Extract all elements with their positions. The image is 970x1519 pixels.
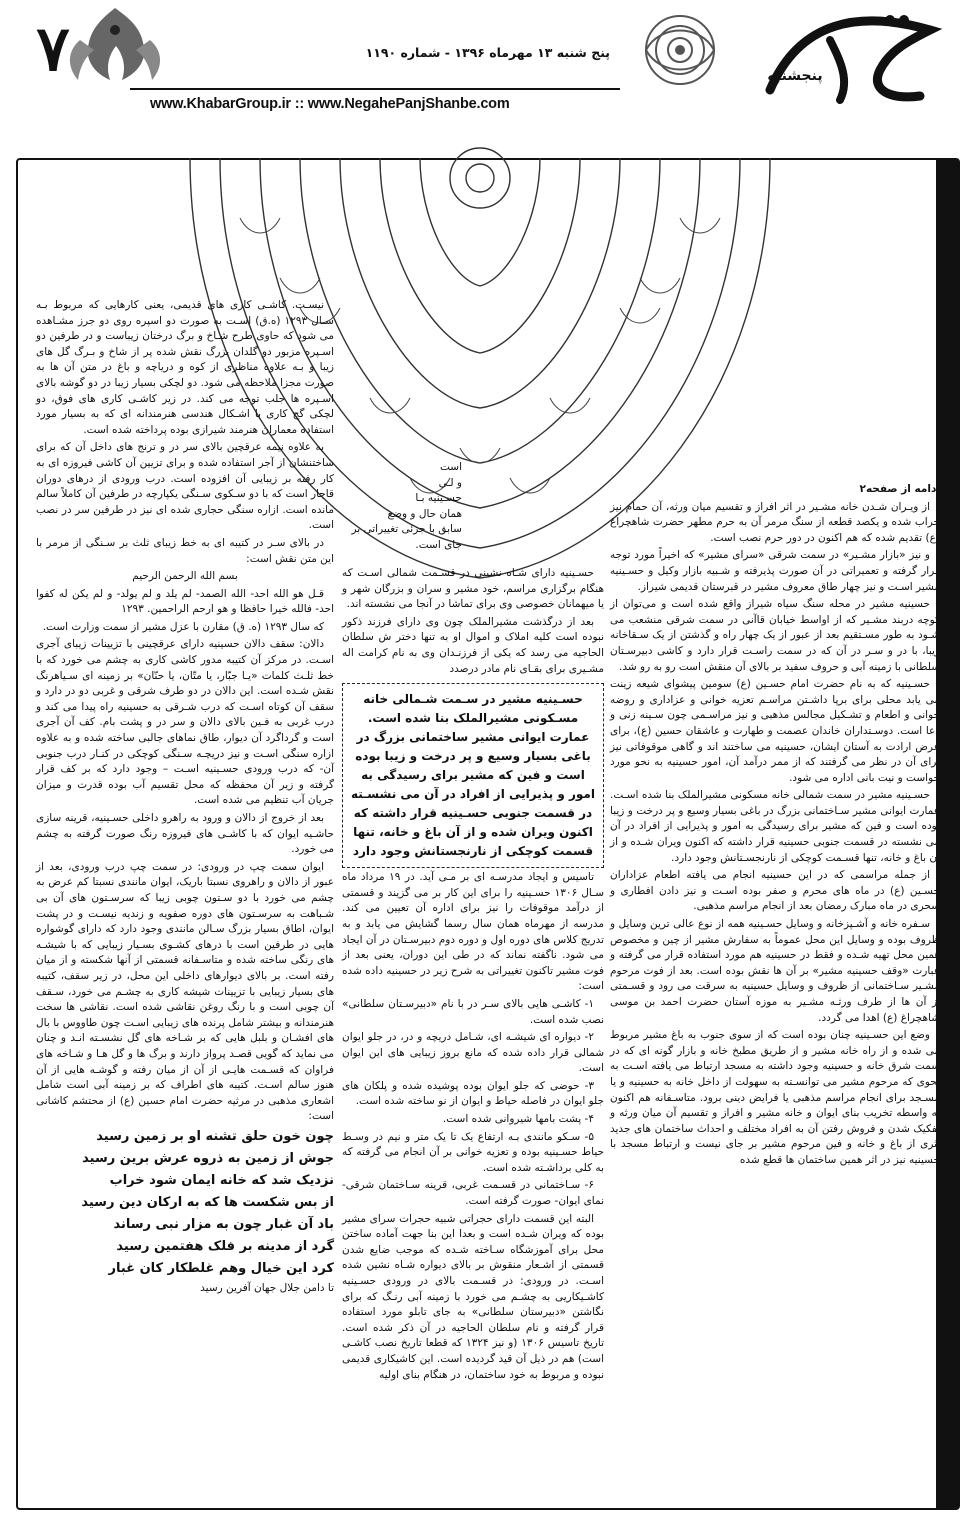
fragment-line: جای است. xyxy=(415,538,462,551)
phoenix-ornament-icon xyxy=(60,0,170,92)
fragment-line: همان حال و وضع xyxy=(387,507,462,520)
paragraph: سـفره خانه و آشـپزخانه و وسایل حسـینیه همه از نوع عالی ترین وسایل و ظروف بوده و وسایل این محل عموماً به سفارش مشیر از چین و مخصوص همین محل تهیه شـده و فقط در حسینیه هم مورد استفاده قرار می گرفته و عبارت «وقف حسینیه مشیر» بر آن ها نقش بوده است. بعد از فوت مرحوم مشـیر سـاختمانی از ظروف و وسایل حسینیه به سرقت می رود و قسـمتی از آن ها از طرف ورثـه مشـیر به موزه آستان حضرت احمد بن موسی شاهچراغ (ع) اهدا می گردد. xyxy=(610,918,940,1024)
paragraph: ایوان سمت چپ در ورودی: در سمت چپ درب ورودی، بعد از عبور از دالان و راهروی نسبتا باریک، ایوان مانندی نسبتا کم عرض به چشم می خورد با دو سـتون چوبی زیبا که سرسـتون های آن بی شـباهت به سرسـتون های دوره صفویه و زندیه نیسـت و در پشت ایوان، اطاق بسیار بزرگ سـالن مانندی وجود دارد که دارای گوشواره هایی در طرفین است با درهای کشـوی بسـیار زیبایی که با شیشـه های رنگی ساخته شده و متاسـفانه قسمتی از آنها شکسته و از میان رفته است. بر بالای دیوارهای داخلی این محل، در زیر سقف، کتیبه های بسیار زیبایی با تزیینات شیشه کاری به چشـم می خورد، سـقف آن چوبی است و با رنگ روغن نقاشی شده است. نقاشی ها سخت هنرمندانه و بیشتر شامل پرنده های زیبایی اسـت چون طاووس با بال های افشـان و بلبل هایی که بر شـاخه های گل نشسـته انـد و چنان می نماید که گویی قصـد پرواز دارند و برگ ها و گل هـا و شـاخه های فراوان که قسـمت هایـی از آن از میان رفته و گوشـه هایی از آن هنوز سالم اسـت. کتیبه های اطراف که بر زمینه آبی است شامل اشعاری مذهبی در مرثیه حضرت امام حسین (ع) از محتشم کاشانی است: xyxy=(36,860,334,1123)
poem-line: نزدیک شد که خانه ایمان شود خراب xyxy=(109,1172,334,1188)
paragraph: در بالای سـر در کتیبه ای به خط زیبای ثلث بر سـنگی از مرمر با این متن نقش است: xyxy=(36,536,334,565)
paragraph: از جمله مراسمی که در این حسینیه انجام می یافته اطعام عزاداران حسـین (ع) در ماه های محرم و صفر بوده اسـت و نیز دادن افطاری و سحری در ماه مبارک رمضان بعد از انجام مراسم مذهبی. xyxy=(610,869,940,913)
header-rule xyxy=(130,88,620,90)
paragraph: از ویـران شـدن خانه مشـیر در اثر افراز و تقسیم میان ورثه، آن حمام نیز خراب شده و یکصد قطعه از سنگ مرمر آن به حرم مطهر حضرت شاهچراغ (ع) تقدیم شده که هم اکنون در دور حرم نصب است. xyxy=(610,500,940,544)
paragraph: حسـینیه دارای شـاه نشینی در قسـمت شمالی اسـت که هنگام برگزاری مراسم، خود مشیر و سران و بزرگان شهر و یا میهمانان خصوصی وی برای تماشا در آنجا می نشسته اند. xyxy=(342,567,604,611)
paragraph: حسـینیه که به نام حضرت امام حسـین (ع) سومین پیشوای شیعه زینت می یابد محلی برای برپا داشـتن مراسـم تعزیه خوانی و عزاداری و روضه خوانی و اطعام و تشـکیل مجالس مذهبی و نیز مراسـمی چون سـینه زنی و دعا است. دوسـتداران خاندان عصمت و طهارت و عاشقان حسین (ع)، برای عرض ارادت به آستان ایشان، حسینیه می ساختند اند و گاهی موقوفاتی نیز برای آن در نظر می گرفتند که از ممر درآمد آن، امور حسینیه به نحو مورد خواست و نیت بانی اداره می شود. xyxy=(610,678,940,784)
paragraph: ۱- کاشـی هایی بالای سـر در با نام «دبیرسـتان سلطانی» نصب شده است. xyxy=(342,997,604,1026)
paragraph: به علاوه نیمه عرقچین بالای سر در و ترنج های داخل آن که برای ساختنشان از آجر استفاده شده و برای تزیین آن کاشی فیروزه ای به کار رفته بر زیبایی آن افزوده است. درب ورودی از درهای دوران قاجار است که با دو سـکوی سـنگی یکپارچه در طرفین آن کاملاً سالم مانده است. ازاره سنگی حجاری شده ای نیز در طرفین سر در نصب است. xyxy=(36,441,334,532)
poem-line: باد آن غبار چون به مزار نبی رساند xyxy=(113,1216,334,1232)
header-ornament-icon xyxy=(620,4,740,96)
poem-line: از بس شکست ها که به ارکان دین رسید xyxy=(81,1194,334,1210)
paragraph: دالان: سقف دالان حسینیه دارای عرقچینی با تزیینات زیبای آجری اسـت. در مرکز آن کتیبه مدور کاشی کاری به چشم می خورد که با خط ثلـث کلمات «یـا جبّار، یا متّان، یا حنّان» بر زمینه ای سـیاهرنگ نقش شـده است. این دالان در دو طرف شرقی و غربی دو در دارد و سقف آن کوتاه اسـت که درب شـرقی به حسینیه راه پیدا می کند و درب غربی به فـین بالای دالان و سر در و پشت بام. کف آن آجری است و گرداگرد آن دیوار، طاق نماهای جالبی ساخته شده و به علاوه ازاره سنگی اسـت و نیز دریچـه سـنگی کوچکی در کنـار درب جنوبی آن- که درب ورودی حسـینیه اسـت – وجود دارد که بر کف قرار گرفته و زیر آن محفظه که محل تقسیم آب بوده قدرت و میزان جریان آب تنظیم می شده است. xyxy=(36,638,334,807)
poem-line: کرد این خیال وهم غلطکار کان غبار xyxy=(108,1260,334,1276)
poem-line-end: تا دامن جلال جهان آفرین رسید xyxy=(200,1281,334,1294)
paragraph: بعد از خروج از دالان و ورود به راهرو داخلی حسـینیه، قرینه سازی حاشـیه ایوان که با کاشـی های فیروزه رنگ صورت گرفته به چشم می خورد. xyxy=(36,812,334,856)
fragment-line: سابق با جزئی تغییراتی بر xyxy=(351,523,462,536)
poem-line: چون خون حلق تشنه او بر زمین رسید xyxy=(96,1128,334,1144)
paragraph: حسـینیه مشیر در سمت شمالی خانه مسکونی مشیرالملک بنا شده اسـت. عمارت ایوانی مشیر سـاختمانی بزرگ در باغی بسیار وسیع و پر درخت و زیبا بوده است و فین که مشیر برای رسیدگی به امور و پذیرایی از افراد در آن می نشسته در قسمت جنوبی حسینیه قرار داشته که اکنون ویران شـده و از آن باغ و خانه، تنها قسـمت کوچکی از نارنجسـتانش وجود دارد. xyxy=(610,789,940,864)
paragraph: حسینیه مشیر در محله سنگ سیاه شیراز واقع شده است و می‌توان از کوچه دربند مشـیر که از اواسط خیابان قاآنی در سمت شرقی منشعب می شـود به طور مسـتقیم بعد از عبور از یک چهار راه و گذشتن از یک سـقاخانه زیبا، با در و سـر در آن که در سمت راسـت قرار دارد و کاشی دبیرسـتان سلطانی با زمینه آبی و حروف سفید بر بالای آن منقش است رو به رو شد. xyxy=(610,598,940,673)
page-number: ۷ xyxy=(36,12,70,85)
article-column-left xyxy=(36,298,334,1510)
paragraph: ۳- حوضی که جلو ایوان بوده پوشیده شده و پلکان های جلو ایوان در فاصله حیاط و ایوان از نو ساخته شده است. xyxy=(342,1079,604,1108)
masthead-tagline: پنجشنبه xyxy=(767,68,823,84)
fragment-line: است xyxy=(439,461,462,473)
middle-column-top-fragment xyxy=(342,460,462,570)
paragraph: ۲- دیواره ای شیشـه ای، شـامل دریچه و در، در جلو ایوان شمالی قرار داده شده که مانع بروز زیبایی های این ایوان است. xyxy=(342,1031,604,1075)
paragraph: ۵- سـکو مانندی بـه ارتفاع یک تا یک متر و نیم در وسـط حیاط حسـینیه بوده و تعزیه خوانی بر آن انجام می گرفته که به کلی برداشـته شده است. xyxy=(342,1130,604,1174)
paragraph: قـل هو الله احد- الله الصمد- لم یلد و لم یولد- و لم یکن له کفوا احد- فالله خیرا حافظا و هو ارحم الراحمین. ۱۲۹۳ xyxy=(36,587,334,616)
paragraph: ۶- سـاختمانی در قسـمت غربی، قرینه سـاختمان شرقی- نمای ایوان- صورت گرفته است. xyxy=(342,1179,604,1208)
paragraph: البته این قسمت دارای حجراتی شبیه حجرات سرای مشیر بوده که ویران شـده است و بعدا این بنا جهت آماده ساختن محل برای آموزشگاه سـاخته شـده که موجب ضایع شدن قسمتی از اشـعار منقوش بر بالای دیواره شـاه نشین شده اسـت. در ورودی: در قسـمت بالای در ورودی حسـینیه کاشـیکاریی به چشـم می خورد با زمینه آبی رنـگ که برای نگاشتن «دبیرستان سلطانی» به جای تابلو مورد استفاده قرار گرفته و نام سلطان الحاجیه در آن ذکر شده است. تاریخ تاسیس ۱۳۰۶ (و نیز ۱۳۲۴ که قطعا تاریخ نصب کاشـی است) هم در ذیل آن قید گردیده است. این کاشیکاری قدیمی نبوده و مربوط به خود ساختمان، در هنگام بنای اولیه xyxy=(342,1212,604,1381)
paragraph: نیسـت. کاشـی کاری های قدیمی، یعنی کارهایی که مربوط بـه سـال ۱۲۹۳ (ه.ق) اسـت به صورت دو اسپره روی دو جرز مشـاهده می شود که حاوی طرح شـاخ و برگ درختان زیباست و در طرفین دو اسـپره مزبور دو گلدان بزرگ نقش شده پر از شاخ و بـرگ گل های زیبا و بـه علاوه مناظری از کوه و دریاچه و باغ در متن آن ها به صورت مجزا ملاحظه می شود. دو لچکی بسیار زیبا در دو گوشه بالای اسـپره ها جلب توجه می کند. در زیر کاشـی کاری های فوق، دو لچکی گچ کاری با اشـکال هندسی هنرمندانه ای که به بسیار مورد استفاده معماران هنرمند شیرازی بوده پرداخته شده است. xyxy=(36,299,334,436)
paragraph: که سال ۱۲۹۳ (ه. ق) مقارن با عزل مشیر از سمت وزارت است. xyxy=(42,620,324,633)
inscription-heading: بسم الله الرحمن الرحیم xyxy=(132,570,238,583)
website-urls: www.KhabarGroup.ir :: www.NegahePanjShanbe.com xyxy=(150,96,510,112)
poem-line: گرد از مدینه بر فلک هفتمین رسید xyxy=(116,1238,334,1254)
paragraph: تاسیس و ایجاد مدرسـه ای بر مـی آید. در ۱۹ مرداد ماه سـال ۱۳۰۶ حسـینیه را برای این کار بر می گزیند و قسمتی از درآمد موقوفات را نیز برای اداره آن تعیین می کند. مدرسه از مهرماه همان سال رسما گشایش می یابد و به تدریج کلاس های دوره اول و دوره دوم دبیرسـتان در آن ایجاد می شود. ناگفته نماند که در طی این دوران، یعنی بعد از فوت مشیر تاکنون تغییراتی به شرح زیر در حسینیه داده شده است: xyxy=(342,871,604,993)
article-column-right xyxy=(610,482,940,1510)
paragraph: وضع این حسـینیه چنان بوده است که از سوی جنوب به باغ مشیر مربوط می شده و از راه خانه مشیر و از طریق مطبخ خانه و بازار گونه ای که در سمت شرق خانه و حسینیه وجود داشته به مسجد ارتباط می یافته اسـت به نحوی که مرحوم مشیر می توانسـته به سهولت از داخل خانه به حسینیه و یا مسـجد برای انجام مراسم مذهبی یا فرایض دینی برود. متاسـفانه هم اکنون به واسطه تخریب بنای ایوان و خانه مشیر و افراز و تقسیم آن میان ورثه و تفکیک شدن و فروش رفتن آن به افراد مختلف و احداث ساختمان های جدید اثری از باغ و خانه و فین مرحوم مشیر بر جای نیست و ارتباط مسجد با حسینیه نیز در اثر همین ساختمان ها قطع شده xyxy=(610,1029,940,1166)
article-column-middle xyxy=(342,566,604,1510)
poem-line: جوش از زمین به ذروه عرش برین رسید xyxy=(82,1150,334,1166)
paragraph: ۴- پشت بامها شیروانی شده است. xyxy=(442,1113,594,1126)
continuation-note: ادامه از صفحه۲ xyxy=(859,483,940,495)
issue-date-line: پنج شنبه ۱۳ مهرماه ۱۳۹۶ - شماره ۱۱۹۰ xyxy=(365,45,610,60)
fragment-line: حسـینیه بـا xyxy=(415,492,462,505)
fragment-line: و لـی xyxy=(438,476,462,489)
paragraph: بعد از درگذشت مشیرالملک چون وی دارای فرزند ذکور نبوده است کلیه املاک و اموال او به تنها دختر ش سلطان الحاجیه می رسد که یکی از فرزنـدان وی به نام کرامت اله مشـیری برای بقـای نام مادر درصدد xyxy=(342,615,604,675)
masthead-logo xyxy=(740,0,960,120)
paragraph: و نیز «بازار مشـیر» در سمت شرقی «سرای مشیر» که اخیراً مورد توجه قرار گرفته و تعمیراتی در آن صورت پذیرفته و شـبیه بازار وکیل و حسـینیه مشیر اسـت و نیز چهار طاق معروف مشیر در قبرستان قدیمی شیراز. xyxy=(610,549,940,593)
highlight-quote-box: حسـینیه مشیر در سـمت شـمالی خانه مسـکونی مشیرالملک بنا شده است. عمارت ایوانی مشیر ساختمانی بزرگ در باغی بسیار وسیع و پر درخت و زیبا بوده است و فین که مشیر برای رسیدگی به امور و پذیرایی از افراد در آن می نشسـته در قسمت جنوبی حسـینیه قرار داشته که اکنون ویران شده و از آن باغ و خانه، تنها قسمت کوچکی از نارنجستانش وجود دارد xyxy=(342,683,604,868)
